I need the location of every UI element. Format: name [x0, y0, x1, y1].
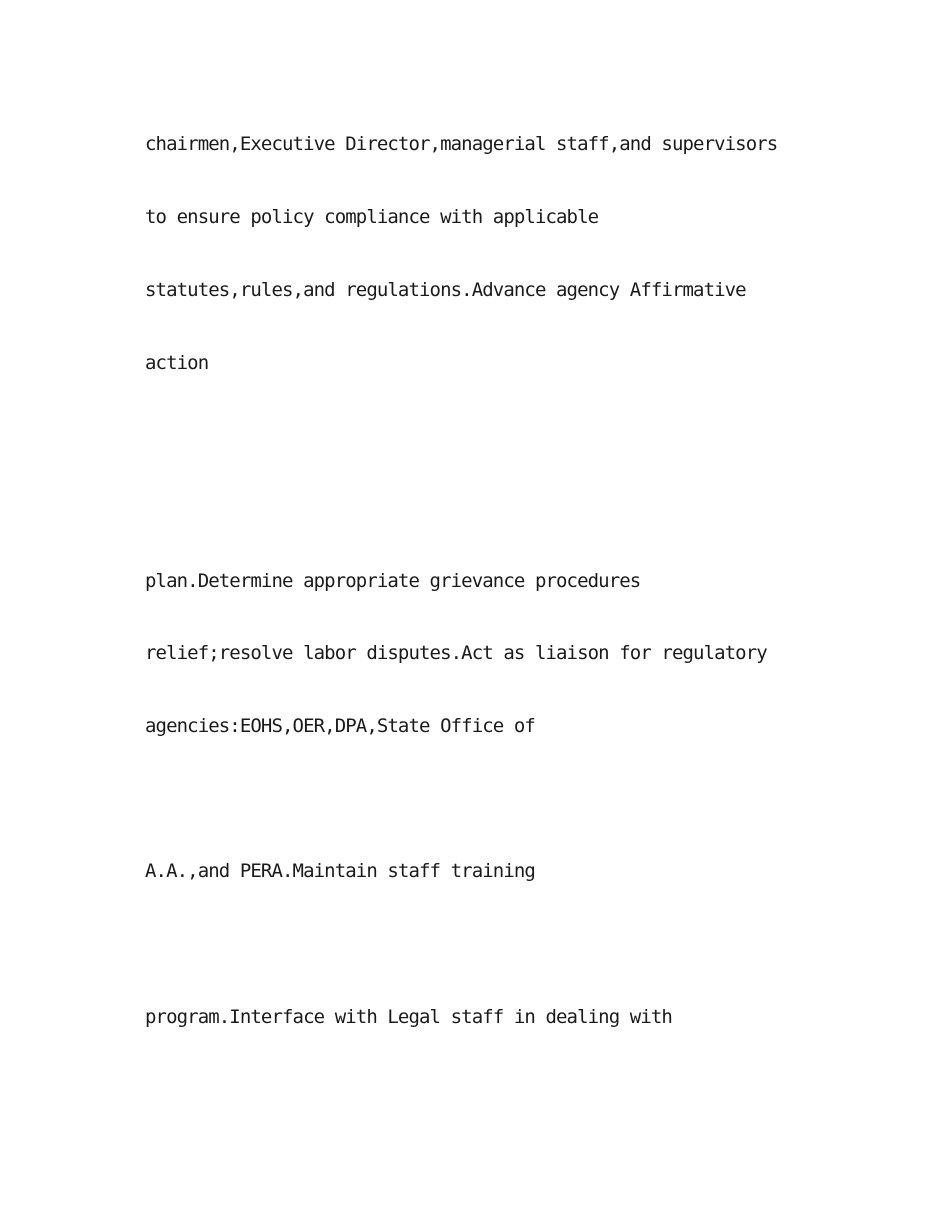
text-line: statutes,rules,and regulations.Advance agency Affirmative	[145, 279, 746, 301]
text-line: plan.Determine appropriate grievance procedures	[145, 570, 641, 592]
text-line: chairmen,Executive Director,managerial staff,and supervisors	[145, 133, 778, 155]
text-line: A.A.,and PERA.Maintain staff training	[145, 860, 535, 882]
text-line: action	[145, 352, 209, 374]
text-line: to ensure policy compliance with applicable	[145, 206, 599, 228]
text-line: agencies:EOHS,OER,DPA,State Office of	[145, 715, 535, 737]
text-line: relief;resolve labor disputes.Act as liaison for regulatory	[145, 642, 767, 664]
text-line: program.Interface with Legal staff in dealing with	[145, 1006, 672, 1028]
